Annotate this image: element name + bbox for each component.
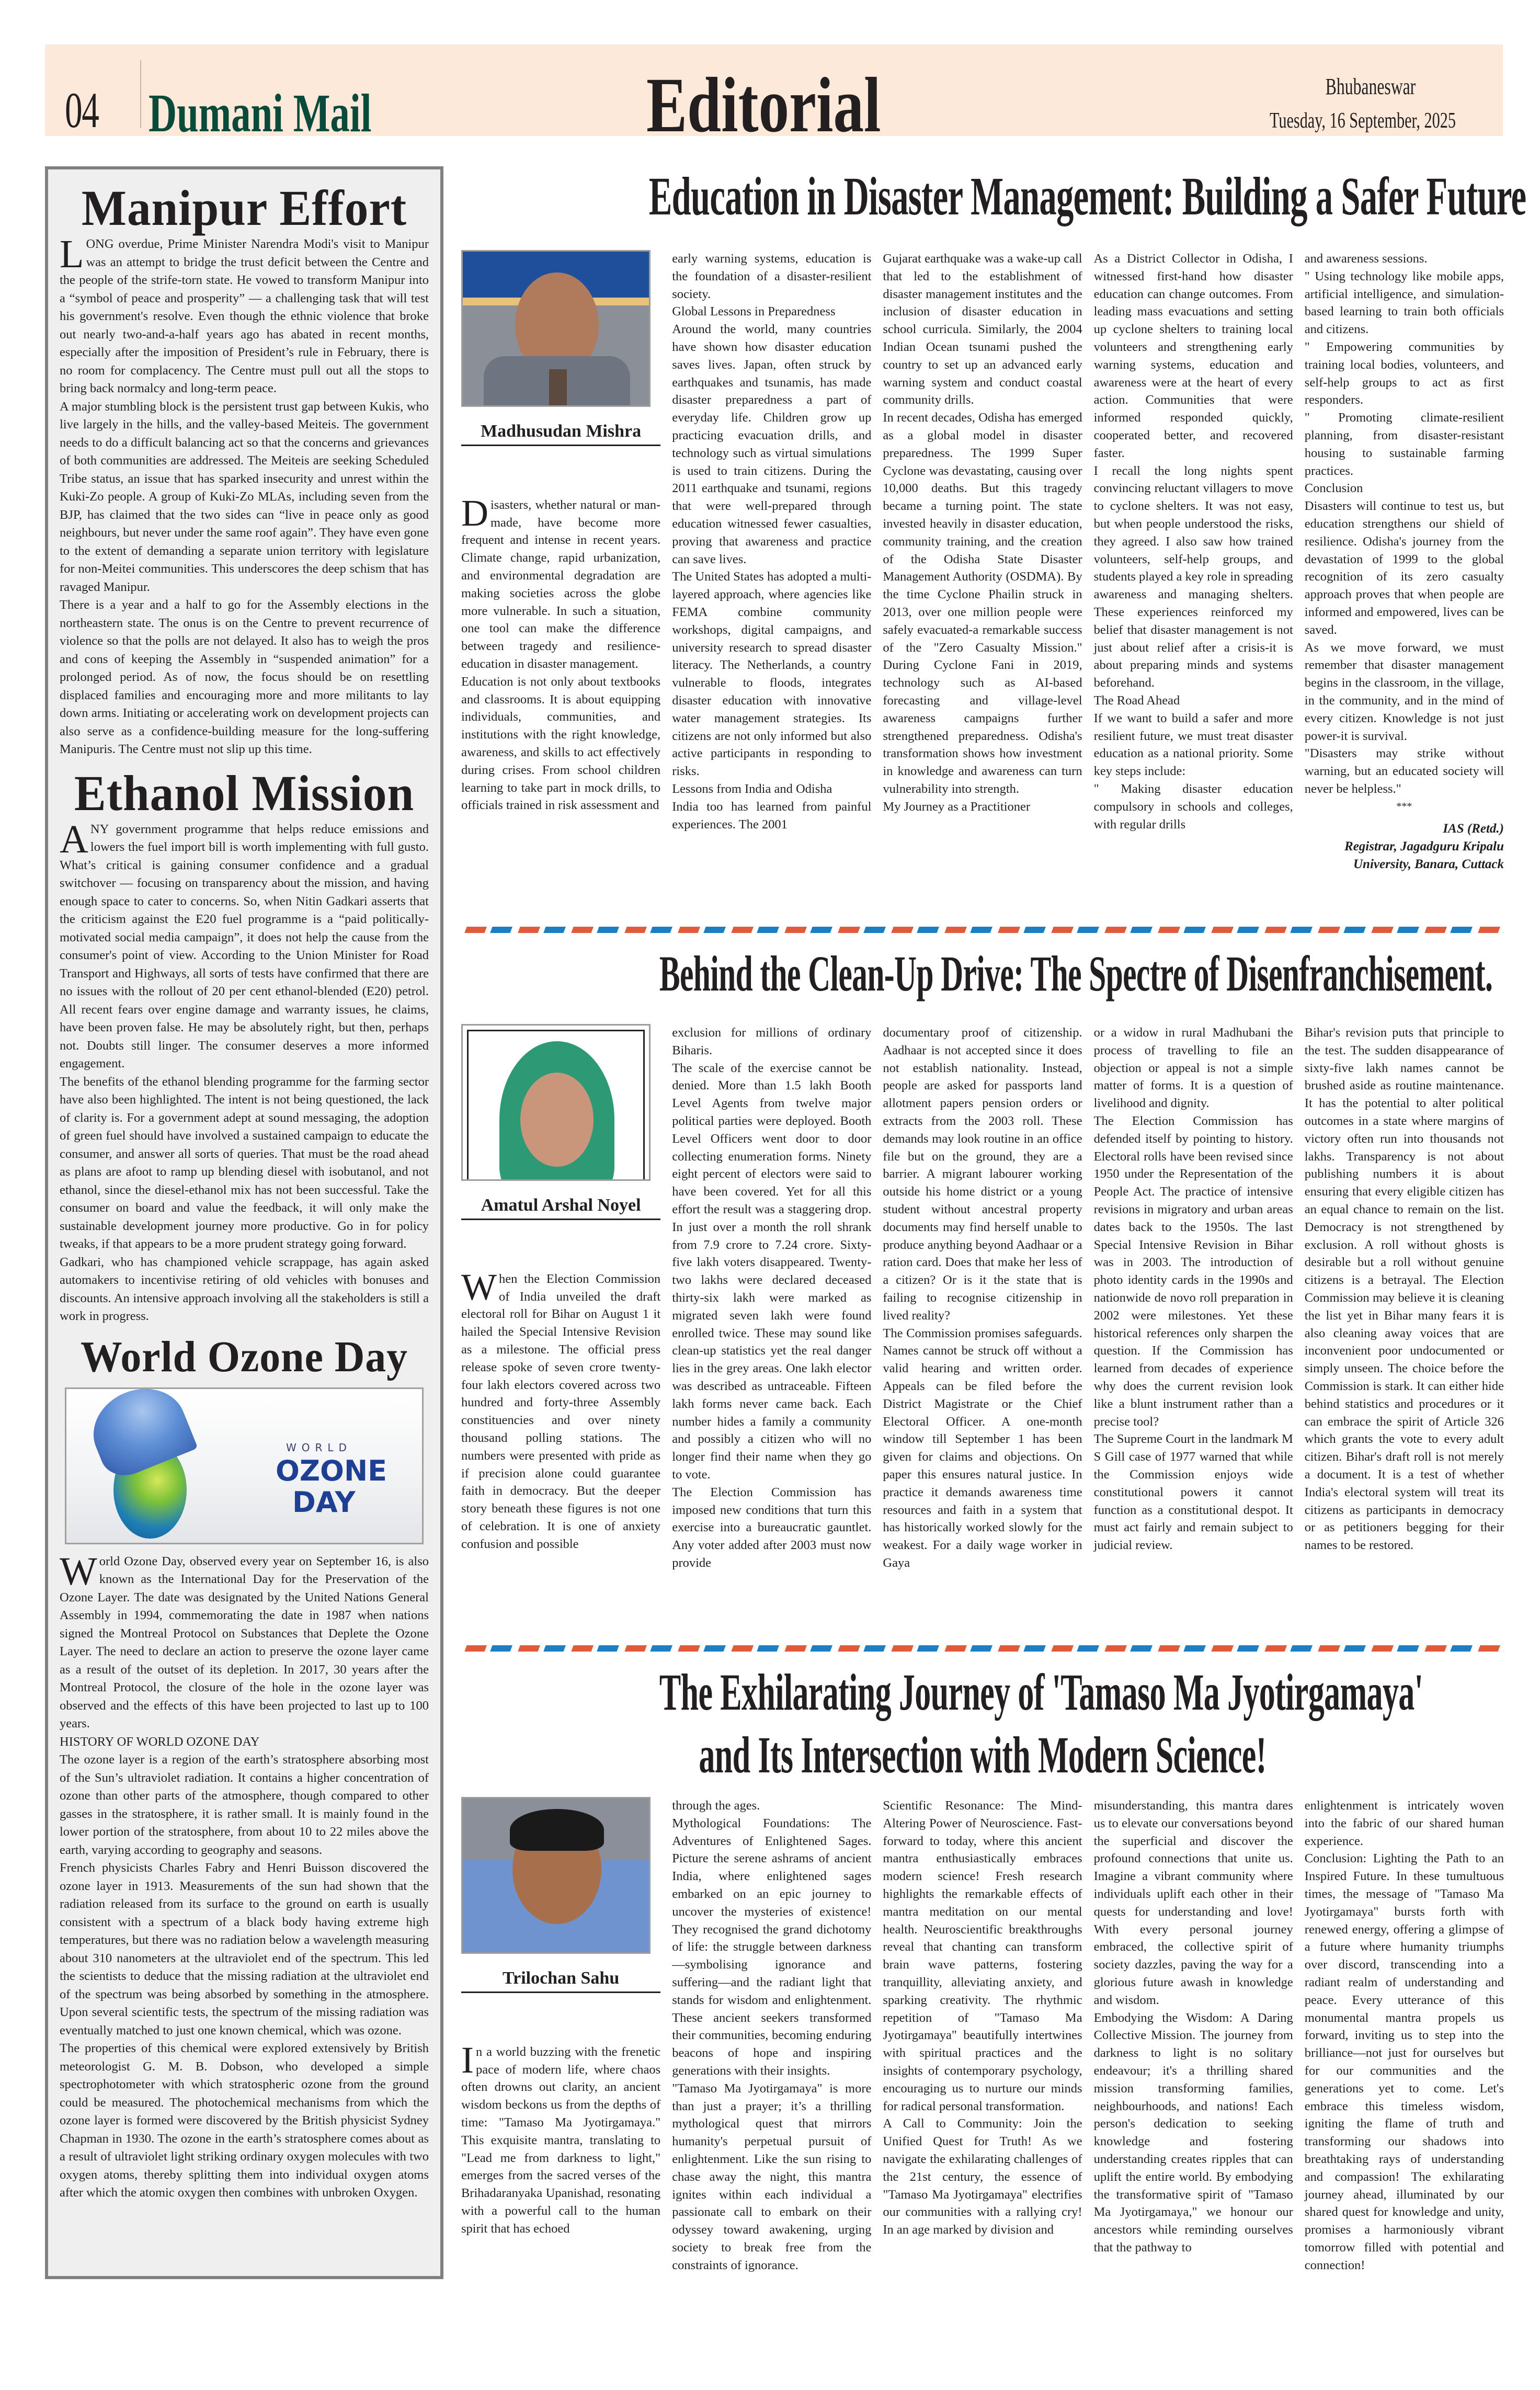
subheading: Conclusion bbox=[1304, 481, 1363, 496]
image-text-world: WORLD bbox=[286, 1441, 352, 1454]
pull-quote: "Disasters may strike without warning, but an educated society will never be helpless." bbox=[1304, 746, 1504, 796]
paragraph: exclusion for millions of ordinary Biharis. bbox=[672, 1026, 872, 1057]
paragraph: or a widow in rural Madhubani the process of travelling to file an objection or appeal is not a simple matter of forms. It is a question of livelihood and dignity. bbox=[1093, 1026, 1293, 1111]
subheading: Global Lessons in Preparedness bbox=[672, 304, 836, 319]
paragraph: The scale of the exercise cannot be denied. More than 1.5 lakh Booth Level Agents from twelve major political parties were deployed. Booth Level Officers went door to door collecting enumeration forms. Ninety eight percent of electors were said to have been covered. Yet for all this effort the result was a staggering drop. In just over a month the roll shrank from 7.9 crore to 7.24 crore. Sixty-five lakh voters disappeared. Twenty-two lakhs were declared deceased thirty-six lakh were marked as migrated seven lakh were found enrolled twice. These may sound like clean-up statistics yet the real danger lies in the grey areas. One lakh elector was described as untraceable. Fifteen lakh forms never came back. Each number hides a family a community and possibly a citizen who will no longer find their name when they go to vote. bbox=[672, 1061, 872, 1482]
dropcap: D bbox=[461, 492, 488, 534]
paragraph: Scientific Resonance: The Mind-Altering Power of Neuroscience. Fast-forward to today, where this ancient mantra enthusiastically embraces modern science! Fresh research highlights the remarkable effects of mantra meditation on our mental health. Neuroscientific breakthroughs reveal that chanting can transform brain wave patterns, fostering tranquillity, alleviating anxiety, and sparking creativity. The rhythmic repetition of "Tamaso Ma Jyotirgamaya" beautifully intertwines with spiritual practices and the insights of contemporary psychology, encouraging us to nurture our minds for radical personal transformation. bbox=[883, 1799, 1082, 2113]
paragraph: In recent decades, Odisha has emerged as a global model in disaster preparedness. The 1999 Super Cyclone was devastating, causing over 10,000 deaths. But this tragedy became a turning point. The state invested heavily in disaster education, community training, and the creation of the Odisha State Disaster Management Authority (OSDMA). By the time Cyclone Phailin struck in 2013, over one million people were safely evacuated-a remarkable success of the "Zero Casualty Mission." During Cyclone Fani in 2019, technology such as AI-based forecasting and village-level awareness campaigns further strengthened preparedness. Odisha's transformation shows how investment in knowledge and awareness can turn vulnerability into strength. bbox=[883, 411, 1082, 796]
dropcap: A bbox=[60, 817, 88, 861]
section-title: Editorial bbox=[646, 62, 881, 149]
author-credential: Registrar, Jagadguru Kripalu bbox=[1344, 839, 1504, 853]
headline-line-1: The Exhilarating Journey of 'Tamaso Ma Jyotirgamaya' bbox=[659, 1663, 1423, 1721]
column-5 bbox=[1305, 250, 1504, 873]
section-divider bbox=[461, 927, 1504, 933]
paragraph: Bihar's revision puts that principle to the test. The sudden disappearance of sixty-five lakh names cannot be brushed aside as routine maintenance. It has the potential to alter political outcomes in a state where margins of victory often run into thousands not lakhs. Transparency is not about publishing numbers it is about ensuring that every eligible citizen has an equal chance to remain on the list. Democracy is not strengthened by exclusion. A roll without ghosts is desirable but a roll without genuine citizens is a betrayal. The Election Commission may believe it is cleaning the list yet in Bihar many fears it is also cleaning away voices that are inconvenient poor undocumented or simply unseen. The choice before the Commission is stark. It can either hide behind statistics and procedures or it can embrace the spirit of Article 326 which grants the vote to every adult citizen. Bihar's draft roll is not merely a document. It is a test of whether India's electoral system will treat its citizens as participants in democracy or as petitioners begging for their names to be restored. bbox=[1304, 1026, 1504, 1553]
dateline-date: Tuesday, 16 September, 2025 bbox=[1269, 109, 1456, 133]
paragraph: documentary proof of citizenship. Aadhaar is not accepted since it does not establish nationality. Instead, people are asked for passports land allotment papers pension orders or extracts from the 2003 roll. These demands may look routine in an office file but on the ground, they are a barrier. A migrant labourer working outside his home district or a young student without ancestral property documents may find herself unable to produce anything beyond Aadhaar or a ration card. Does that make her less of a citizen? Or is it the state that is failing to recognise citizenship in lived reality? bbox=[883, 1026, 1082, 1323]
paragraph: There is a year and a half to go for the Assembly elections in the northeastern state. The onus is on the Centre to prevent recurrence of violence so that the polls are not delayed. It also has to weigh the pros and cons of keeping the Assembly in “suspended animation” for a prolonged period. As of now, the focus should be on resettling displaced families and encouraging more and more militants to lay down arms. Initiating or accelerating work on development projects can also serve as a confidence-building measure for the long-suffering Manipuris. The Centre must not slip up this time. bbox=[60, 598, 429, 756]
author-name: Madhusudan Mishra bbox=[461, 423, 660, 446]
paragraph: misunderstanding, this mantra dares us to elevate our conversations beyond the superficial and discover the profound connections that unite us. Imagine a vibrant community where individuals uplift each other in their quests for understanding and love! With every personal journey embraced, the collective spirit of society dazzles, paving the way for a glorious future awash in knowledge and wisdom. bbox=[1093, 1799, 1293, 2007]
paragraph: As a District Collector in Odisha, I witnessed first-hand how disaster education can change outcomes. From leading mass evacuations and setting up cyclone shelters to training local volunteers and strengthening early warning systems, education and awareness were at the heart of every action. Communities that were informed responded quickly, cooperated better, and recovered faster. bbox=[1093, 252, 1293, 460]
bullet-item: " Empowering communities by training local bodies, volunteers, and self-help groups to act as first responders. bbox=[1304, 339, 1504, 407]
article-disaster-education-body bbox=[461, 250, 1504, 873]
dropcap: I bbox=[461, 2039, 474, 2081]
dropcap: L bbox=[60, 232, 84, 276]
image-text-ozone: OZONE bbox=[276, 1454, 387, 1487]
headline: Education in Disaster Management: Building a Safer Future bbox=[648, 166, 1526, 226]
column-4 bbox=[1094, 1797, 1293, 2274]
paragraph: The Commission promises safeguards. Names cannot be struck off without a valid hearing and written order. Appeals can be filed before the District Magistrate or the Chief Electoral Officer. A one-month window till September 1 has been given for claims and objections. On paper this ensures natural justice. In practice it demands awareness time resources and faith in a system that has historically worked slowly for the weakest. For a daily wage worker in Gaya bbox=[883, 1326, 1082, 1570]
column-5 bbox=[1305, 1024, 1504, 1572]
author-photo bbox=[461, 1024, 651, 1181]
paragraph: n a world buzzing with the frenetic pace of modern life, where chaos often drowns out clarity, an ancient wisdom beckons us from the depths of time: "Tamaso Ma Jyotirgamaya." This exquisite mantra, translating to "Lead me from darkness to light," emerges from the sacred verses of the Brihadaranyaka Upanishad, resonating with a powerful call to the human spirit that has echoed bbox=[461, 2044, 661, 2236]
paragraph: ONG overdue, Prime Minister Narendra Modi's visit to Manipur was an attempt to bridge the trust deficit between the Centre and the people of the strife-torn state. He vowed to transform Manipur into a “symbol of peace and prosperity” — a challenging task that will test his government's resolve. Even though the ethnic violence that broke out nearly two-and-a-half years ago has abated in recent months, especially after the imposition of President’s rule in February, there is no room for complacency. The Centre must pull out all the stops to bring back normalcy and long-term peace. bbox=[60, 237, 429, 395]
bullet-item: " Using technology like mobile apps, artificial intelligence, and simulation-based learning to train both officials and citizens. bbox=[1304, 269, 1504, 337]
paragraph: Disasters will continue to test us, but education strengthens our shield of resilience. Odisha's journey from the devastation of 1999 to the global recognition of its zero casualty approach proves that when people are informed and empowered, lives can be saved. bbox=[1304, 499, 1504, 637]
paragraph: If we want to build a safer and more resilient future, we must treat disaster education as a national priority. Some key steps include: bbox=[1093, 711, 1293, 779]
paragraph: India too has learned from painful experiences. The 2001 bbox=[672, 799, 872, 832]
column-3 bbox=[883, 1024, 1082, 1572]
ozone-day-image bbox=[65, 1387, 424, 1544]
paragraph: Mythological Foundations: The Adventures of Enlightened Sages. Picture the serene ashrams of ancient India, where enlightened sages embarked on an epic journey to uncover the mysteries of existence! They recognised the grand dichotomy of life: the struggle between darkness—symbolising ignorance and suffering—and the radiant light that stands for wisdom and enlightenment. These ancient seekers transformed their communities, becoming enduring beacons of hope and inspiring generations with their insights. bbox=[672, 1816, 872, 2078]
column-3 bbox=[883, 1797, 1082, 2274]
article-disaster-education bbox=[461, 166, 1526, 227]
editorial-sidebar bbox=[45, 166, 443, 2279]
paragraph: The properties of this chemical were explored extensively by British meteorologist G. M. B. Dobson, who developed a simple spectrophotometer with which stratospheric ozone from the ground could be measured. The photochemical mechanisms from which the ozone layer is formed were discovered by the British physicist Sydney Chapman in 1930. The ozone in the earth’s stratosphere comes about as a result of ultraviolet light striking ordinary oxygen molecules with two oxygen atoms, thereby splitting them into individual oxygen atoms after which the atomic oxygen then combines with unbroken Oxygen. bbox=[60, 2041, 429, 2200]
author-name: Trilochan Sahu bbox=[461, 1970, 660, 1993]
column-4 bbox=[1094, 1024, 1293, 1572]
paragraph: As we move forward, we must remember that disaster management begins in the classroom, in the village, in the community, and in the mind of every citizen. Knowledge is not just power-it is survival. bbox=[1304, 640, 1504, 743]
headline-ozone: World Ozone Day bbox=[80, 1332, 408, 1381]
author-photo bbox=[461, 250, 651, 407]
article-disenfranchisement bbox=[461, 946, 1504, 1002]
page-number: 04 bbox=[65, 82, 99, 138]
paragraph: The benefits of the ethanol blending programme for the farming sector have also been highlighted. The intent is not being questioned, the lack of clarity is. For a government adept at sound messaging, the adoption of green fuel should have involved a sustained campaign to educate the consumer, and answer all sorts of queries. That must be the road ahead as plans are afoot to ramp up blending diesel with isobutanol, and not ethanol, since the diesel-ethanol mix has not been successful. Take the consumer on board and value the feedback, it will only make the sustainable development journey more productive. Go in for policy tweaks, if that appears to be a more prudent strategy going forward. bbox=[60, 1074, 429, 1251]
paragraph: The Election Commission has imposed new conditions that turn this exercise into a bureaucratic gauntlet. Any voter added after 2003 must now provide bbox=[672, 1485, 872, 1570]
paragraph: Gadkari, who has championed vehicle scrappage, has again asked automakers to incentivise retiring of old vehicles with bonuses and discounts. An intensive approach involving all the stakeholders is still a work in progress. bbox=[60, 1255, 429, 1323]
paragraph: hen the Election Commission of India unveiled the draft electoral roll for Bihar on August 1 it hailed the Special Intensive Revision as a milestone. The official press release spoke of seven crore twenty-four lakh electors covered across two hundred and forty-three Assembly constituencies and over ninety thousand polling stations. The numbers were presented with pride as if precision alone could guarantee faith in democracy. But the deeper story beneath these figures is not one of celebration. It is one of anxiety confusion and possible bbox=[461, 1271, 661, 1551]
subheading: My Journey as a Practitioner bbox=[883, 799, 1031, 814]
image-text-day: DAY bbox=[292, 1485, 356, 1519]
paragraph: NY government programme that helps reduce emissions and lowers the fuel import bill is worth implementing with full gusto. What’s critical is gaining consumer confidence and a gradual switchover — focusing on transparency about the mission, and having enough space to cater to concerns. So, when Nitin Gadkari asserts that the criticism against the E20 fuel programme is a “paid politically-motivated social media campaign”, it does not help the cause from the consumer's point of view. According to the Union Minister for Road Transport and Highways, all sorts of tests have confirmed that there are no issues with the rollout of 20 per cent ethanol-blended (E20) petrol. All recent fears over engine damage and warranty issues, he claims, have been proven false. He may be absolutely right, but then, perhaps not. Doubts still linger. The consumer deserves a more informed engagement. bbox=[60, 822, 429, 1071]
paragraph: The ozone layer is a region of the earth’s stratosphere absorbing most of the Sun’s ultraviolet radiation. It contains a higher concentration of ozone than other parts of the atmosphere, though compared to other gasses in the stratosphere, it is rather small. It is mainly found in the lower portion of the stratosphere, from about 10 to 22 miles above the earth, varying according to geography and seasons. bbox=[60, 1752, 429, 1857]
paragraph: Around the world, many countries have shown how disaster education saves lives. Japan, often struck by earthquakes and tsunamis, has made disaster preparedness a part of everyday life. Children grow up practicing evacuation drills, and technology such as virtual simulations is used to train citizens. During the 2011 earthquake and tsunami, regions that were well-prepared through education witnessed fewer casualties, proving that awareness and practice can save lives. bbox=[672, 322, 872, 566]
newspaper-brand: Dumani Mail bbox=[149, 83, 372, 143]
paragraph: Gujarat earthquake was a wake-up call that led to the establishment of disaster management institutes and the inclusion of disaster education in school curricula. Similarly, the 2004 Indian Ocean tsunami pushed the country to set up an advanced early warning system and conduct coastal community drills. bbox=[883, 252, 1082, 407]
face-shape bbox=[520, 1073, 594, 1167]
paragraph: Education is not only about textbooks and classrooms. It is about equipping individuals, communities, and institutions with the right knowledge, awareness, and skills to act effectively during crises. From school children learning to take part in mock drills, to officials trained in risk assessment and bbox=[461, 674, 661, 813]
author-photo bbox=[461, 1797, 651, 1954]
tie-shape bbox=[549, 369, 567, 407]
dropcap: W bbox=[60, 1549, 97, 1594]
paragraph: and awareness sessions. bbox=[1304, 252, 1428, 266]
paragraph: The United States has adopted a multi-layered approach, where agencies like FEMA combine community workshops, digital campaigns, and university research to spread disaster literacy. The Netherlands, a country vulnerable to floods, integrates disaster education with innovative water management strategies. Its citizens are not only informed but also active participants in responding to risks. bbox=[672, 570, 872, 779]
headline-ethanol: Ethanol Mission bbox=[74, 765, 415, 821]
body-ethanol bbox=[60, 817, 429, 1326]
paragraph: early warning systems, education is the foundation of a disaster-resilient society. bbox=[672, 252, 872, 301]
paragraph: French physicists Charles Fabry and Henri Buisson discovered the ozone layer in 1913. Measurements of the sun had shown that the radiation released from its surface to the ground on earth is usually consistent with a spectrum of a black body having extreme high temperatures, but there was no radiation below a wavelength measuring about 310 nanometers at the ultraviolet end of the spectrum. This led the scientists to deduce that the missing radiation at the ultraviolet end of the spectrum was being absorbed by something in the atmosphere. Upon several scientific tests, the spectrum of the missing radiation was eventually matched to just one known chemical, which was ozone. bbox=[60, 1861, 429, 2038]
editorial-ethanol bbox=[60, 765, 429, 1326]
author-credential: IAS (Retd.) bbox=[1443, 821, 1504, 836]
subheading: Lessons from India and Odisha bbox=[672, 781, 832, 796]
paragraph: "Tamaso Ma Jyotirgamaya" is more than just a prayer; it’s a thrilling mythological quest that mirrors humanity's perpetual pursuit of enlightenment. Like the sun rising to chase away the night, this mantra ignites within each individual a passionate call to embark on their odyssey toward awakening, urging society to break free from the constraints of ignorance. bbox=[672, 2081, 872, 2272]
masthead bbox=[45, 44, 1503, 149]
column-1 bbox=[461, 250, 660, 873]
bullet-item: " Promoting climate-resilient planning, from disaster-resistant housing to sustainable farming practices. bbox=[1304, 411, 1504, 478]
column-3 bbox=[883, 250, 1082, 873]
body-ozone bbox=[60, 1549, 429, 2202]
hair-shape bbox=[510, 1809, 604, 1851]
paragraph: The Election Commission has defended itself by pointing to history. Electoral rolls have been revised since 1950 under the Representation of the People Act. The practice of intensive revisions in migratory and urban areas dates back to the 1950s. The last Special Intensive Revision in Bihar was in 2003. The introduction of photo identity cards in the 1990s and nationwide de novo roll preparation in 2002 were milestones. Yet these historical references only sharpen the question. If the Commission has learned from decades of experience why does the current revision look like a blunt instrument rather than a precise tool? bbox=[1093, 1113, 1293, 1429]
masthead-divider bbox=[140, 60, 141, 128]
headline: Behind the Clean-Up Drive: The Spectre of Disenfranchisement. bbox=[659, 946, 1493, 1001]
subheading: The Road Ahead bbox=[1093, 693, 1180, 708]
column-2 bbox=[672, 1797, 871, 2274]
paragraph: orld Ozone Day, observed every year on September 16, is also known as the International Day for the Preservation of the Ozone Layer. The date was designated by the United Nations General Assembly in 1994, commemorating the date in 1987 when nations signed the Montreal Protocol on Substances that Deplete the Ozone Layer. The need to declare an action to preserve the ozone layer came as a result of the outset of its depletion. In 2017, 30 years after the Montreal Protocol, the closure of the hole in the ozone layer was observed and the effects of this have been projected to last up to 100 years. bbox=[60, 1554, 429, 1731]
paragraph: I recall the long nights spent convincing reluctant villagers to move to cyclone shelters. It was not easy, but when people understood the risks, they agreed. I also saw how trained volunteers, self-help groups, and students played a key role in spreading awareness and managing shelters. These experiences reinforced my belief that disaster management is not just about relief after a crisis-it is about preparing minds and systems beforehand. bbox=[1093, 463, 1293, 690]
column-1 bbox=[461, 1797, 660, 2274]
paragraph: A Call to Community: Join the Unified Quest for Truth! As we navigate the exhilarating challenges of the 21st century, the essence of "Tamaso Ma Jyotirgamaya" electrifies our communities with a rallying cry! In an age marked by division and bbox=[883, 2116, 1082, 2237]
subheading: HISTORY OF WORLD OZONE DAY bbox=[60, 1734, 260, 1749]
paragraph: The Supreme Court in the landmark M S Gill case of 1977 warned that while the Commission enjoys wide constitutional powers it cannot function as a constitutional despot. It must act fairly and remain subject to judicial review. bbox=[1093, 1432, 1293, 1553]
article-tamaso-body bbox=[461, 1797, 1504, 2274]
headline-line-2: and Its Intersection with Modern Science! bbox=[699, 1726, 1267, 1784]
column-2 bbox=[672, 250, 871, 873]
column-1 bbox=[461, 1024, 660, 1572]
editorial-ozone bbox=[60, 1332, 429, 2202]
editorial-manipur bbox=[60, 180, 429, 759]
paragraph: isasters, whether natural or man-made, have become more frequent and intense in recent years. Climate change, rapid urbanization, and environmental degradation are making societies across the globe more vulnerable. In such a situation, one tool can make the difference between tragedy and resilience-education in disaster management. bbox=[461, 497, 661, 671]
headline-manipur: Manipur Effort bbox=[81, 180, 407, 236]
column-2 bbox=[672, 1024, 871, 1572]
dateline-city: Bhubaneswar bbox=[1325, 74, 1416, 99]
column-4 bbox=[1094, 250, 1293, 873]
paragraph: A major stumbling block is the persistent trust gap between Kukis, who live largely in the hills, and the valley-based Meiteis. The government needs to do a difficult balancing act so that the concerns and grievances of both communities are addressed. The Meiteis are seeking Scheduled Tribe status, an issue that has sparked insecurity and unrest within the Kuki-Zo people. A group of Kuki-Zo MLAs, including seven from the BJP, has claimed that the two sides can “live in peace only as good neighbours, but never under the same roof again”. They have even gone to the extent of demanding a separate union territory with legislature for non-Meitei communities. This underscores the deep schism that has ravaged Manipur. bbox=[60, 399, 429, 594]
paragraph: enlightenment is intricately woven into the fabric of our shared human experience. bbox=[1304, 1799, 1504, 1848]
paragraph: Conclusion: Lighting the Path to an Inspired Future. In these tumultuous times, the message of "Tamaso Ma Jyotirgamaya" bursts forth with renewed energy, offering a glimpse of a future where humanity triumphs over discord, transcending into a radiant realm of understanding and peace. Every utterance of this monumental mantra propels us forward, inviting us to step into the brilliance—not just for ourselves but for our communities and the generations yet to come. Let's embrace this timeless wisdom, igniting the flame of truth and transforming our shadows into breathtaking rays of understanding and compassion! The exhilarating journey ahead, illuminated by our shared quest for knowledge and unity, promises a harmoniously vibrant tomorrow filled with potential and connection! bbox=[1304, 1851, 1504, 2272]
end-mark: *** bbox=[1396, 800, 1412, 812]
dropcap: W bbox=[461, 1266, 497, 1308]
body-manipur bbox=[60, 232, 429, 759]
column-5 bbox=[1305, 1797, 1504, 2274]
article-tamaso-ma-jyotirgamaya bbox=[461, 1663, 1504, 1784]
paragraph: Embodying the Wisdom: A Daring Collective Mission. The journey from darkness to light is no solitary endeavour; it's a thrilling shared mission transforming families, neighbourhoods, and nations! Each person's dedication to seeking knowledge and fostering understanding creates ripples that can uplift the entire world. By embodying the transformative spirit of "Tamaso Ma Jyotirgamaya," we honour our ancestors while reminding ourselves that the pathway to bbox=[1093, 2010, 1293, 2255]
author-credential: University, Banara, Cuttack bbox=[1353, 857, 1504, 871]
article-disenfranchisement-body bbox=[461, 1024, 1504, 1572]
author-name: Amatul Arshal Noyel bbox=[461, 1197, 660, 1220]
paragraph: through the ages. bbox=[672, 1799, 760, 1813]
section-divider bbox=[461, 1645, 1504, 1652]
bullet-item: " Making disaster education compulsory in schools and colleges, with regular drills bbox=[1093, 781, 1293, 832]
